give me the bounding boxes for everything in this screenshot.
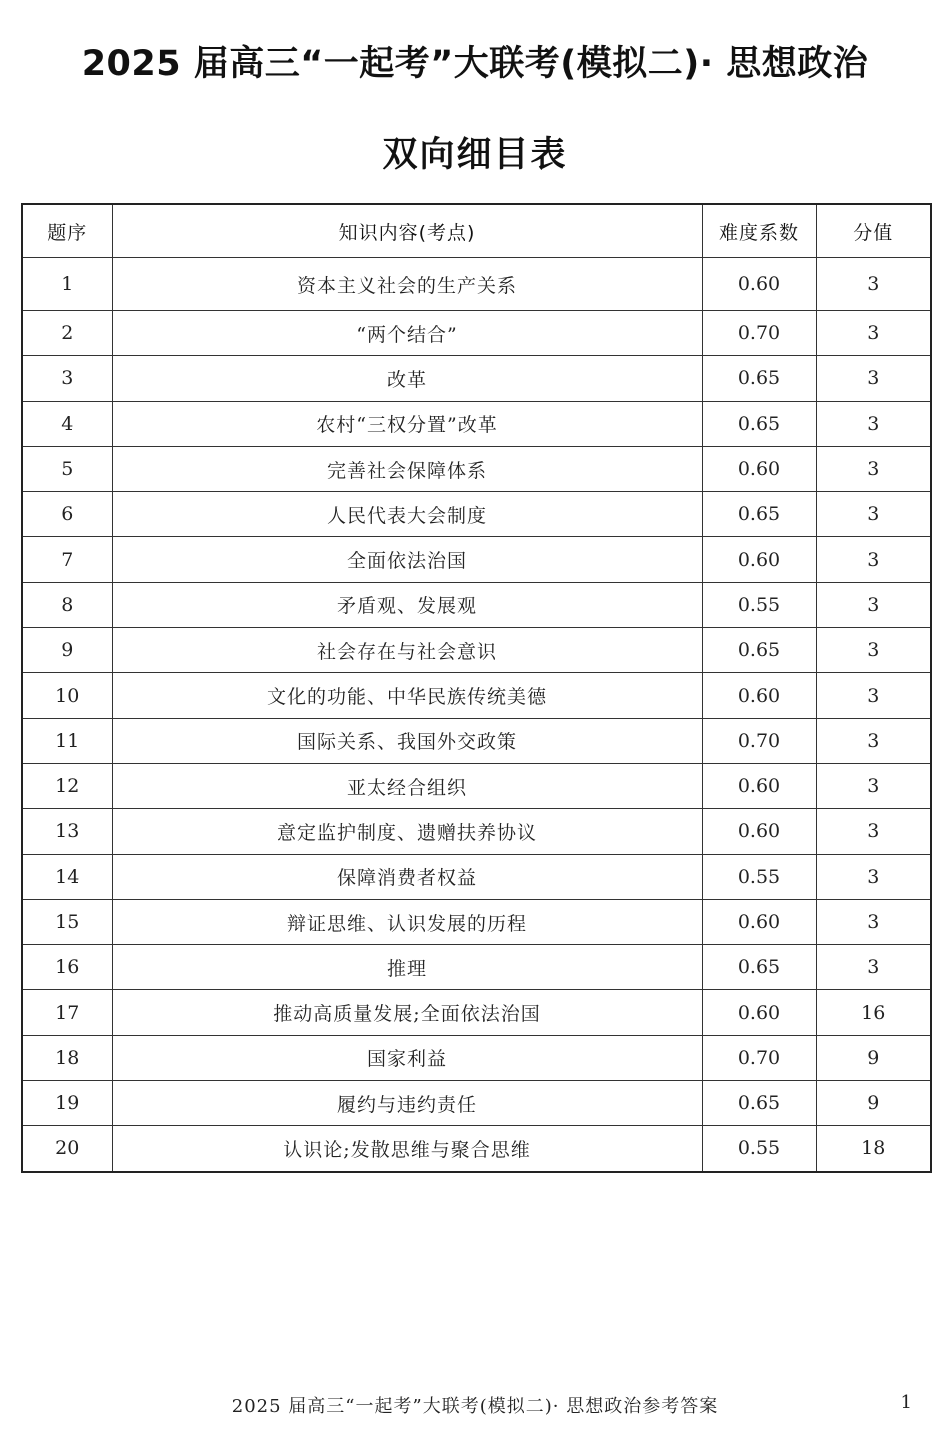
question-number-cell: 7 [22, 537, 112, 582]
table-row [22, 899, 931, 944]
topic-cell: 国际关系、我国外交政策 [112, 718, 702, 763]
difficulty-cell: 0.60 [702, 899, 816, 944]
topic-cell: 完善社会保障体系 [112, 446, 702, 491]
topic-cell: 农村“三权分置”改革 [112, 401, 702, 446]
topic-cell: 文化的功能、中华民族传统美德 [112, 673, 702, 718]
question-number-cell: 6 [22, 492, 112, 537]
question-number-cell: 12 [22, 763, 112, 808]
score-cell: 16 [816, 990, 931, 1035]
question-number-cell: 4 [22, 401, 112, 446]
table-row [22, 258, 931, 311]
question-number-cell: 15 [22, 899, 112, 944]
question-number-cell: 11 [22, 718, 112, 763]
table-row [22, 446, 931, 491]
score-cell: 3 [816, 401, 931, 446]
table-row [22, 990, 931, 1035]
score-cell: 3 [816, 809, 931, 854]
table-row [22, 945, 931, 990]
difficulty-cell: 0.55 [702, 1126, 816, 1172]
table-row [22, 492, 931, 537]
score-cell: 9 [816, 1081, 931, 1126]
question-number-cell: 2 [22, 311, 112, 356]
score-cell: 3 [816, 763, 931, 808]
question-number-cell: 16 [22, 945, 112, 990]
score-cell: 9 [816, 1035, 931, 1080]
difficulty-cell: 0.70 [702, 311, 816, 356]
header-question-number: 题序 [22, 204, 112, 258]
table-body [22, 258, 931, 1172]
question-number-cell: 17 [22, 990, 112, 1035]
question-number-cell: 19 [22, 1081, 112, 1126]
table-row [22, 1081, 931, 1126]
score-cell: 3 [816, 854, 931, 899]
topic-cell: 推动高质量发展;全面依法治国 [112, 990, 702, 1035]
table-row [22, 628, 931, 673]
page-title: 2025 届高三“一起考”大联考(模拟二)· 思想政治 [81, 44, 869, 84]
score-cell: 3 [816, 718, 931, 763]
score-cell: 3 [816, 628, 931, 673]
table-row [22, 311, 931, 356]
difficulty-cell: 0.70 [702, 718, 816, 763]
question-number-cell: 13 [22, 809, 112, 854]
difficulty-cell: 0.60 [702, 990, 816, 1035]
difficulty-cell: 0.60 [702, 258, 816, 311]
question-number-cell: 10 [22, 673, 112, 718]
score-cell: 3 [816, 537, 931, 582]
table-row [22, 763, 931, 808]
score-cell: 3 [816, 446, 931, 491]
topic-cell: 辩证思维、认识发展的历程 [112, 899, 702, 944]
difficulty-cell: 0.65 [702, 945, 816, 990]
table-row [22, 401, 931, 446]
topic-cell: 亚太经合组织 [112, 763, 702, 808]
topic-cell: 矛盾观、发展观 [112, 582, 702, 627]
difficulty-cell: 0.65 [702, 1081, 816, 1126]
difficulty-cell: 0.55 [702, 582, 816, 627]
score-cell: 3 [816, 673, 931, 718]
difficulty-cell: 0.60 [702, 763, 816, 808]
table-row [22, 356, 931, 401]
question-number-cell: 5 [22, 446, 112, 491]
topic-cell: 保障消费者权益 [112, 854, 702, 899]
topic-cell: 资本主义社会的生产关系 [112, 258, 702, 311]
score-cell: 3 [816, 311, 931, 356]
score-cell: 3 [816, 258, 931, 311]
question-number-cell: 18 [22, 1035, 112, 1080]
score-cell: 18 [816, 1126, 931, 1172]
table-row [22, 718, 931, 763]
table-row [22, 537, 931, 582]
header-difficulty: 难度系数 [702, 204, 816, 258]
question-number-cell: 14 [22, 854, 112, 899]
topic-cell: 全面依法治国 [112, 537, 702, 582]
table-row [22, 854, 931, 899]
table-row [22, 1035, 931, 1080]
score-cell: 3 [816, 492, 931, 537]
score-cell: 3 [816, 899, 931, 944]
difficulty-cell: 0.55 [702, 854, 816, 899]
topic-cell: 国家利益 [112, 1035, 702, 1080]
topic-cell: 推理 [112, 945, 702, 990]
topic-cell: 人民代表大会制度 [112, 492, 702, 537]
question-number-cell: 9 [22, 628, 112, 673]
score-cell: 3 [816, 945, 931, 990]
topic-cell: 履约与违约责任 [112, 1081, 702, 1126]
difficulty-cell: 0.60 [702, 809, 816, 854]
header-knowledge-content: 知识内容(考点) [112, 204, 702, 258]
difficulty-cell: 0.70 [702, 1035, 816, 1080]
difficulty-cell: 0.60 [702, 673, 816, 718]
table-header-row [22, 204, 931, 258]
difficulty-cell: 0.65 [702, 401, 816, 446]
table-row [22, 1126, 931, 1172]
table-row [22, 582, 931, 627]
question-number-cell: 8 [22, 582, 112, 627]
difficulty-cell: 0.65 [702, 492, 816, 537]
header-score: 分值 [816, 204, 931, 258]
question-number-cell: 3 [22, 356, 112, 401]
difficulty-cell: 0.65 [702, 356, 816, 401]
page-subtitle: 双向细目表 [382, 135, 568, 175]
specification-table [21, 203, 932, 1173]
table-row [22, 809, 931, 854]
topic-cell: 改革 [112, 356, 702, 401]
topic-cell: 认识论;发散思维与聚合思维 [112, 1126, 702, 1172]
page-number: 1 [900, 1392, 912, 1413]
page-footer: 2025 届高三“一起考”大联考(模拟二)· 思想政治参考答案 [231, 1396, 719, 1417]
question-number-cell: 20 [22, 1126, 112, 1172]
topic-cell: 社会存在与社会意识 [112, 628, 702, 673]
difficulty-cell: 0.60 [702, 446, 816, 491]
question-number-cell: 1 [22, 258, 112, 311]
table-row [22, 673, 931, 718]
difficulty-cell: 0.65 [702, 628, 816, 673]
topic-cell: 意定监护制度、遗赠扶养协议 [112, 809, 702, 854]
topic-cell: “两个结合” [112, 311, 702, 356]
difficulty-cell: 0.60 [702, 537, 816, 582]
score-cell: 3 [816, 356, 931, 401]
score-cell: 3 [816, 582, 931, 627]
